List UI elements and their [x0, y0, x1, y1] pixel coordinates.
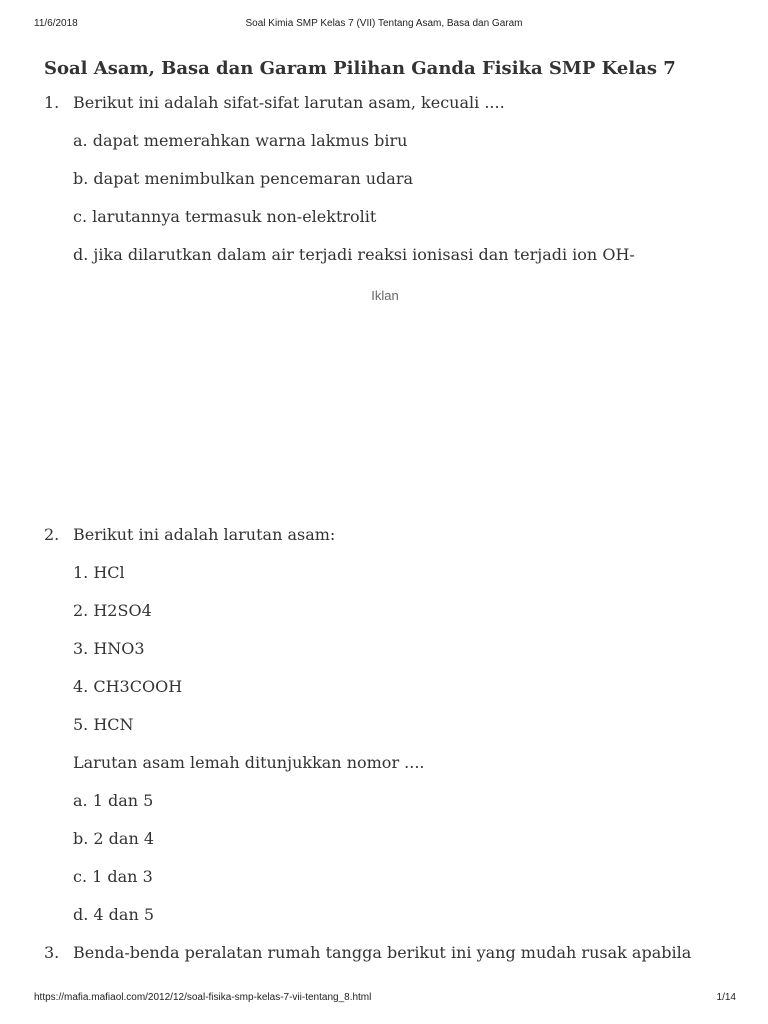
- answer-option: c. 1 dan 3: [73, 867, 153, 886]
- question-text: Benda-benda peralatan rumah tangga berikut ini yang mudah rusak apabila: [73, 943, 692, 962]
- page-number: 1/14: [716, 992, 736, 1003]
- question-number: 2.: [44, 525, 60, 544]
- print-date: 11/6/2018: [34, 18, 78, 29]
- article-content: [44, 54, 744, 972]
- question-text: Berikut ini adalah larutan asam:: [73, 525, 336, 544]
- question-number: 3.: [44, 943, 60, 962]
- question-1: [44, 84, 744, 122]
- question-text: Berikut ini adalah sifat-sifat larutan asam, kecuali ....: [73, 93, 505, 112]
- answer-option: c. larutannya termasuk non-elektrolit: [73, 207, 377, 226]
- list-item: 2. H2SO4: [73, 601, 152, 620]
- print-footer: [0, 992, 768, 1006]
- answer-option: d. jika dilarutkan dalam air terjadi reaksi ionisasi dan terjadi ion OH-: [73, 245, 635, 264]
- list-item: 5. HCN: [73, 715, 134, 734]
- answer-option: a. 1 dan 5: [73, 791, 154, 810]
- ad-label: Iklan: [371, 288, 399, 303]
- question-prompt: Larutan asam lemah ditunjukkan nomor ....: [73, 753, 425, 772]
- source-url: https://mafia.mafiaol.com/2012/12/soal-fisika-smp-kelas-7-vii-tentang_8.html: [34, 992, 372, 1003]
- ad-slot: [44, 306, 744, 516]
- question-3: [44, 934, 744, 972]
- list-item: 3. HNO3: [73, 639, 145, 658]
- list-item: 1. HCl: [73, 563, 125, 582]
- answer-option: b. 2 dan 4: [73, 829, 155, 848]
- answer-option: b. dapat menimbulkan pencemaran udara: [73, 169, 414, 188]
- answer-option: a. dapat memerahkan warna lakmus biru: [73, 131, 408, 150]
- answer-option: d. 4 dan 5: [73, 905, 155, 924]
- list-item: 4. CH3COOH: [73, 677, 183, 696]
- article-title: Soal Asam, Basa dan Garam Pilihan Ganda Fisika SMP Kelas 7: [44, 58, 676, 79]
- print-page-title: Soal Kimia SMP Kelas 7 (VII) Tentang Asam, Basa dan Garam: [245, 18, 523, 29]
- print-header: [0, 18, 768, 32]
- question-number: 1.: [44, 93, 60, 112]
- question-2: [44, 516, 744, 554]
